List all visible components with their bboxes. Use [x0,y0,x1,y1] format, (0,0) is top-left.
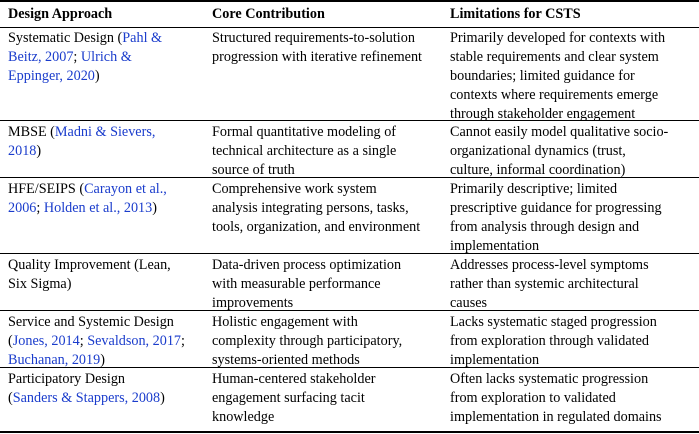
approach-text: ) [94,68,100,84]
limitations-line: Primarily developed for contexts with [450,30,666,46]
contribution-line: Holistic engagement with [212,314,358,330]
bottom-rule [0,431,699,433]
row-limitations [450,180,662,256]
header-rule [0,27,699,28]
limitations-line: Cannot easily model qualitative socio- [450,124,669,140]
limitations-line: organizational dynamics (trust, [450,143,626,159]
contribution-line: progression with iterative refinement [212,49,422,65]
contribution-line: engagement surfacing tacit [212,390,365,406]
approach-line [8,199,167,218]
row-limitations [450,29,665,124]
contribution-line: systems-oriented methods [212,352,360,368]
contribution-line: tools, organization, and environment [212,219,421,235]
approach-line: Service and Systemic Design [8,314,174,330]
approach-text: ) [160,390,165,406]
citation-link[interactable]: Sanders & Stappers, 2008 [12,390,161,406]
header-design-approach: Design Approach [8,6,113,22]
approach-line [8,180,167,199]
citation-link[interactable]: Sevaldson, 2017 [87,333,182,349]
limitations-line: Lacks systematic staged progression [450,314,657,330]
top-rule [0,0,699,2]
contribution-line: Data-driven process optimization [212,257,402,273]
contribution-line: analysis integrating persons, tasks, [212,200,409,216]
approach-line [8,142,155,161]
contribution-line: Comprehensive work system [212,181,377,197]
contribution-line: Structured requirements-to-solution [212,30,415,46]
row-limitations [450,123,668,180]
limitations-line: from exploration to validated [450,390,616,406]
approach-line [8,332,185,351]
limitations-line: implementation [450,352,540,368]
limitations-line: contexts where requirements emerge [450,87,659,103]
limitations-line: Often lacks systematic progression [450,371,649,387]
approach-text: ) [152,200,157,216]
contribution-line: improvements [212,295,294,311]
limitations-line: boundaries; limited guidance for [450,68,635,84]
citation-link[interactable]: Jones, 2014 [12,333,80,349]
contribution-line: complexity through participatory, [212,333,403,349]
limitations-line: through stakeholder engagement [450,106,636,122]
limitations-line: from analysis through design and [450,219,640,235]
row-approach [8,256,171,294]
limitations-line: Primarily descriptive; limited [450,181,618,197]
row-limitations [450,256,649,313]
approach-line [8,48,162,67]
limitations-line: Addresses process-level symptoms [450,257,649,273]
limitations-line: implementation in regulated domains [450,409,662,425]
row-contribution [212,313,402,370]
citation-link[interactable]: Beitz, 2007 [8,49,74,65]
limitations-line: implementation [450,238,540,254]
contribution-line: Human-centered stakeholder [212,371,376,387]
contribution-line: Formal quantitative modeling of [212,124,397,140]
approach-text: Systematic Design ( [8,30,123,46]
citation-link[interactable]: Carayon et al., [84,181,167,197]
row-contribution [212,180,420,237]
citation-link[interactable]: Buchanan, 2019 [8,352,101,368]
row-limitations [450,370,662,427]
approach-text: HFE/SEIPS ( [8,181,85,197]
contribution-line: with measurable performance [212,276,381,292]
approach-text: ; [36,200,44,216]
approach-line: Six Sigma) [8,276,72,292]
row-limitations [450,313,657,370]
contribution-line: source of truth [212,162,295,178]
limitations-line: culture, informal coordination) [450,162,626,178]
approach-text: ( [8,333,13,349]
row-approach [8,29,162,86]
approach-text: ) [36,143,42,159]
approach-line [8,123,155,142]
limitations-line: causes [450,295,488,311]
approach-line [8,29,162,48]
approach-text: ( [8,390,13,406]
row-approach [8,313,185,370]
citation-link[interactable]: Ulrich & [80,49,132,65]
approach-text: ; [181,333,185,349]
row-contribution [212,256,401,313]
contribution-line: technical architecture as a single [212,143,397,159]
limitations-line: stable requirements and clear system [450,49,659,65]
row-contribution [212,123,396,180]
citation-link[interactable]: 2018 [8,143,37,159]
approach-line: Participatory Design [8,371,126,387]
approach-line: Quality Improvement (Lean, [8,257,171,273]
approach-line [8,67,162,86]
row-approach [8,123,155,161]
citation-link[interactable]: Madni & Sievers, [54,124,156,140]
citation-link[interactable]: Eppinger, 2020 [8,68,95,84]
row-approach [8,370,165,408]
limitations-line: rather than systemic architectural [450,276,639,292]
approach-line [8,389,165,408]
contribution-line: knowledge [212,409,275,425]
approach-text: ; [73,49,81,65]
header-core-contribution: Core Contribution [212,6,325,22]
limitations-line: prescriptive guidance for progressing [450,200,662,216]
approach-line [8,351,185,370]
approach-text: ) [100,352,105,368]
citation-link[interactable]: Holden et al., 2013 [43,200,153,216]
row-contribution [212,370,375,427]
citation-link[interactable]: 2006 [8,200,37,216]
row-contribution [212,29,422,67]
header-limitations: Limitations for CSTS [450,6,581,22]
limitations-line: from exploration through validated [450,333,649,349]
approach-text: MBSE ( [8,124,55,140]
row-approach [8,180,167,218]
approach-text: ; [79,333,88,349]
citation-link[interactable]: Pahl & [122,30,163,46]
